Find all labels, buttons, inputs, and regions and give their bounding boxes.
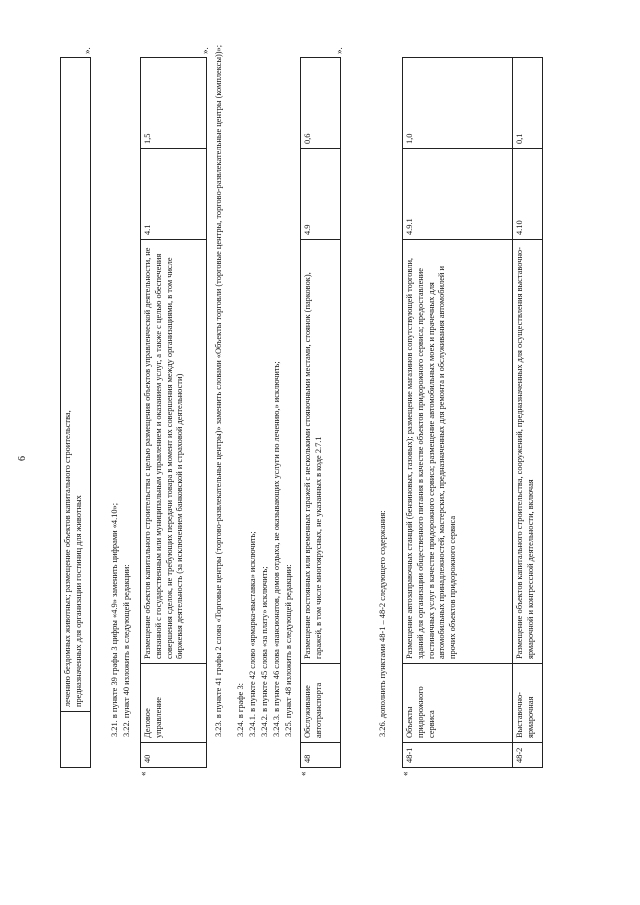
row-description: Размещение объектов капитального строительства, сооружений, предназначенных для осуществления выставочно-ярмарочной и конгрессной деятельности, включая — [513, 240, 543, 664]
closing-quote: ». — [334, 47, 344, 54]
row-description: Размещение объектов капитального строительства с целью размещения объектов управленческой деятельности, не связанной с государственным или муниципальным управлением и оказанием услуг, а также с целью обеспечения совершения сделок, не требующих передачи товара в момент их совершения между организациями, в том числе биржевая деятельность (за исключением банковской и страховой деятельности) — [141, 240, 207, 664]
row-name: Деловое управление — [141, 664, 207, 743]
row-name: Выставочно-ярмарочная — [513, 664, 543, 743]
row-code: 4.9.1 — [403, 149, 513, 240]
paragraph-3-24-3: 3.24.3. в пункте 46 слова «пансионатов, домов отдыха, не оказывающих услуги по лечению,» исключить; — [272, 361, 281, 737]
table-cell-empty — [61, 712, 91, 768]
row-number: 40 — [141, 743, 207, 768]
paragraph-3-23 — [214, 16, 225, 768]
row-number: 48-2 — [513, 743, 543, 768]
row-value: 1,5 — [141, 58, 207, 149]
row-value: 0,1 — [513, 58, 543, 149]
paragraph-3-24-1: 3.24.1. в пункте 42 слово «ярмарка-выставка» исключить; — [248, 531, 257, 737]
table-top-line1: лечению бездомных животных; размещение объектов капитального строительства, — [63, 410, 72, 707]
row-description: Размещение автозаправочных станций (бензиновых, газовых); размещение магазинов сопутствующей торговли, зданий для организации общественного питания в качестве объектов придорожного сервиса; предоставление гостиничных услуг в качестве придорожного сервиса; размещение автомобильных моек и прачечных для автомобильных принадлежностей, мастерских, предназначенных для ремонта и обслуживания автомобилей и прочих объектов придорожного сервиса — [403, 240, 513, 664]
table-cell-text — [61, 58, 91, 712]
row-number: 48 — [301, 743, 341, 768]
row-code: 4.10 — [513, 149, 543, 240]
row-value: 0,6 — [301, 58, 341, 149]
opening-quote: « — [138, 771, 148, 776]
paragraph-3-26: 3.26. дополнить пунктами 48-1 – 48-2 следующего содержания: — [378, 510, 387, 737]
table-top-fragment — [60, 57, 91, 768]
row-code: 4.1 — [141, 149, 207, 240]
page-number: 6 — [17, 456, 28, 461]
paragraph-3-21: 3.21. в пункте 39 графы 3 цифры «4.9» заменить цифрами «4.10»; — [110, 502, 119, 737]
opening-quote: « — [400, 771, 410, 776]
closing-quote: ». — [200, 47, 210, 54]
row-description: Размещение постоянных или временных гаражей с несколькими стояночными местами, стоянок (парковок), гаражей, в том числе многоярусных, не указанных в коде 2.7.1 — [301, 240, 341, 664]
paragraph-3-22: 3.22. пункт 40 изложить в следующей редакции: — [122, 564, 131, 737]
row-name: Обслуживание автотранспорта — [301, 664, 341, 743]
paragraph-3-24: 3.24. в графе 3: — [236, 683, 245, 737]
opening-quote: « — [298, 771, 308, 776]
row-number: 48-1 — [403, 743, 513, 768]
row-code: 4.9 — [301, 149, 341, 240]
row-value: 1,0 — [403, 58, 513, 149]
paragraph-3-24-2: 3.24.2. в пункте 45 слова «за плату» исключить; — [260, 566, 269, 737]
paragraph-3-25: 3.25. пункт 48 изложить в следующей редакции: — [284, 564, 293, 737]
paragraph-3-23-text: 3.23. в пункте 41 графы 2 слова «Торговые центры (торгово-развлекательные центры)» заменить словами «Объекты торговли (торговые центры, торгово-развлекательные центры (комплексы))»; — [214, 44, 223, 737]
closing-quote: ». — [82, 47, 92, 54]
table-top-line2: предназначенных для организации гостиниц для животных — [73, 495, 83, 707]
table-row-48 — [300, 57, 341, 768]
row-name: Объекты придорожного сервиса — [403, 664, 513, 743]
table-rows-48-1-48-2 — [402, 57, 543, 768]
table-row-40 — [140, 57, 207, 768]
